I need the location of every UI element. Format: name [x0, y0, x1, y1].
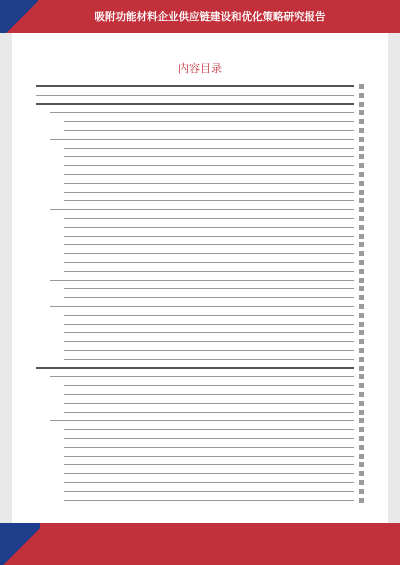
toc-leader-line	[64, 438, 354, 439]
toc-entry-placeholder	[64, 217, 364, 220]
toc-page-number-placeholder	[359, 418, 364, 423]
toc-leader-line	[64, 315, 354, 316]
toc-entry-placeholder	[64, 437, 364, 440]
toc-page-number-placeholder	[359, 489, 364, 494]
toc-leader-line	[64, 332, 354, 333]
toc-entry-placeholder	[64, 296, 364, 299]
toc-leader-line	[64, 148, 354, 149]
toc-leader-line	[50, 112, 354, 113]
toc-page-number-placeholder	[359, 445, 364, 450]
toc-leader-line	[50, 376, 354, 377]
toc-entry-placeholder	[64, 481, 364, 484]
toc-leader-line	[64, 200, 354, 201]
document-page	[12, 33, 388, 523]
toc-entry-placeholder	[50, 279, 364, 282]
toc-entry-placeholder	[64, 411, 364, 414]
toc-page-number-placeholder	[359, 190, 364, 195]
toc-page-number-placeholder	[359, 128, 364, 133]
toc-entry-placeholder	[64, 252, 364, 255]
report-title: 吸附功能材料企业供应链建设和优化策略研究报告	[94, 11, 326, 23]
toc-page-number-placeholder	[359, 392, 364, 397]
toc-leader-line	[64, 236, 354, 237]
toc-entry-placeholder	[36, 103, 364, 106]
toc-entry-placeholder	[64, 261, 364, 264]
toc-page-number-placeholder	[359, 119, 364, 124]
toc-leader-line	[64, 359, 354, 360]
toc-page-number-placeholder	[359, 154, 364, 159]
toc-page-number-placeholder	[359, 383, 364, 388]
toc-page-number-placeholder	[359, 181, 364, 186]
toc-entry-placeholder	[50, 375, 364, 378]
toc-entry-placeholder	[64, 120, 364, 123]
toc-leader-line	[64, 500, 354, 501]
toc-entry-placeholder	[36, 367, 364, 370]
toc-list	[36, 85, 364, 505]
toc-page-number-placeholder	[359, 339, 364, 344]
toc-leader-line	[64, 130, 354, 131]
toc-leader-line	[64, 473, 354, 474]
toc-entry-placeholder	[64, 173, 364, 176]
toc-entry-placeholder	[64, 384, 364, 387]
toc-page-number-placeholder	[359, 234, 364, 239]
toc-page-number-placeholder	[359, 427, 364, 432]
toc-entry-placeholder	[64, 358, 364, 361]
toc-leader-line	[36, 103, 354, 105]
toc-entry-placeholder	[50, 111, 364, 114]
toc-page-number-placeholder	[359, 330, 364, 335]
toc-entry-placeholder	[64, 235, 364, 238]
toc-entry-placeholder	[64, 455, 364, 458]
toc-leader-line	[64, 482, 354, 483]
toc-entry-placeholder	[64, 402, 364, 405]
toc-page-number-placeholder	[359, 260, 364, 265]
toc-entry-placeholder	[64, 147, 364, 150]
toc-leader-line	[64, 156, 354, 157]
toc-page-number-placeholder	[359, 322, 364, 327]
toc-page-number-placeholder	[359, 454, 364, 459]
toc-leader-line	[64, 403, 354, 404]
toc-entry-placeholder	[50, 305, 364, 308]
toc-leader-line	[64, 192, 354, 193]
toc-page-number-placeholder	[359, 462, 364, 467]
toc-leader-line	[64, 412, 354, 413]
toc-leader-line	[64, 218, 354, 219]
toc-entry-placeholder	[64, 199, 364, 202]
toc-entry-placeholder	[64, 428, 364, 431]
toc-entry-placeholder	[64, 155, 364, 158]
toc-entry-placeholder	[64, 314, 364, 317]
toc-leader-line	[36, 95, 354, 96]
toc-leader-line	[50, 420, 354, 421]
toc-page-number-placeholder	[359, 498, 364, 503]
toc-page-number-placeholder	[359, 269, 364, 274]
toc-page-number-placeholder	[359, 313, 364, 318]
toc-page-number-placeholder	[359, 163, 364, 168]
toc-entry-placeholder	[64, 243, 364, 246]
toc-page-number-placeholder	[359, 225, 364, 230]
toc-leader-line	[64, 394, 354, 395]
toc-page-number-placeholder	[359, 172, 364, 177]
toc-entry-placeholder	[64, 499, 364, 502]
toc-entry-placeholder	[64, 287, 364, 290]
toc-page-number-placeholder	[359, 357, 364, 362]
toc-leader-line	[64, 227, 354, 228]
toc-leader-line	[64, 341, 354, 342]
toc-entry-placeholder	[64, 164, 364, 167]
toc-page-number-placeholder	[359, 295, 364, 300]
toc-leader-line	[64, 183, 354, 184]
toc-page-number-placeholder	[359, 374, 364, 379]
toc-leader-line	[64, 253, 354, 254]
top-banner	[0, 0, 400, 33]
toc-page-number-placeholder	[359, 410, 364, 415]
toc-leader-line	[64, 288, 354, 289]
toc-page-number-placeholder	[359, 198, 364, 203]
toc-leader-line	[64, 262, 354, 263]
toc-page-number-placeholder	[359, 304, 364, 309]
toc-leader-line	[64, 244, 354, 245]
toc-entry-placeholder	[64, 349, 364, 352]
toc-leader-line	[50, 306, 354, 307]
toc-entry-placeholder	[64, 490, 364, 493]
toc-page-number-placeholder	[359, 216, 364, 221]
toc-leader-line	[50, 139, 354, 140]
toc-entry-placeholder	[64, 226, 364, 229]
toc-page-number-placeholder	[359, 471, 364, 476]
toc-page-number-placeholder	[359, 278, 364, 283]
toc-entry-placeholder	[64, 472, 364, 475]
toc-leader-line	[64, 271, 354, 272]
toc-page-number-placeholder	[359, 348, 364, 353]
toc-entry-placeholder	[50, 138, 364, 141]
toc-leader-line	[50, 280, 354, 281]
toc-page-number-placeholder	[359, 84, 364, 89]
toc-leader-line	[64, 447, 354, 448]
toc-entry-placeholder	[64, 393, 364, 396]
toc-leader-line	[64, 350, 354, 351]
toc-leader-line	[64, 174, 354, 175]
toc-entry-placeholder	[64, 446, 364, 449]
toc-leader-line	[36, 367, 354, 369]
bottom-banner	[0, 523, 400, 565]
toc-page-number-placeholder	[359, 137, 364, 142]
toc-entry-placeholder	[64, 129, 364, 132]
toc-leader-line	[64, 121, 354, 122]
toc-entry-placeholder	[64, 182, 364, 185]
toc-entry-placeholder	[64, 323, 364, 326]
toc-page-number-placeholder	[359, 207, 364, 212]
toc-heading: 内容目录	[178, 62, 222, 75]
toc-leader-line	[50, 209, 354, 210]
toc-leader-line	[36, 85, 354, 87]
toc-leader-line	[64, 324, 354, 325]
toc-leader-line	[64, 464, 354, 465]
footer-accent-stripe	[0, 523, 40, 565]
toc-leader-line	[64, 429, 354, 430]
toc-entry-placeholder	[64, 463, 364, 466]
toc-page-number-placeholder	[359, 93, 364, 98]
toc-entry-placeholder	[36, 94, 364, 97]
toc-entry-placeholder	[64, 191, 364, 194]
toc-entry-placeholder	[36, 85, 364, 88]
banner-accent-stripe	[0, 0, 38, 33]
toc-leader-line	[64, 491, 354, 492]
toc-page-number-placeholder	[359, 436, 364, 441]
toc-entry-placeholder	[64, 340, 364, 343]
toc-leader-line	[64, 456, 354, 457]
toc-page-number-placeholder	[359, 480, 364, 485]
toc-entry-placeholder	[50, 419, 364, 422]
toc-page-number-placeholder	[359, 366, 364, 371]
toc-leader-line	[64, 297, 354, 298]
toc-page-number-placeholder	[359, 242, 364, 247]
toc-entry-placeholder	[50, 208, 364, 211]
toc-page-number-placeholder	[359, 110, 364, 115]
toc-entry-placeholder	[64, 270, 364, 273]
toc-leader-line	[64, 165, 354, 166]
toc-leader-line	[64, 385, 354, 386]
toc-page-number-placeholder	[359, 146, 364, 151]
toc-entry-placeholder	[64, 331, 364, 334]
toc-page-number-placeholder	[359, 102, 364, 107]
toc-page-number-placeholder	[359, 251, 364, 256]
toc-page-number-placeholder	[359, 286, 364, 291]
toc-page-number-placeholder	[359, 401, 364, 406]
